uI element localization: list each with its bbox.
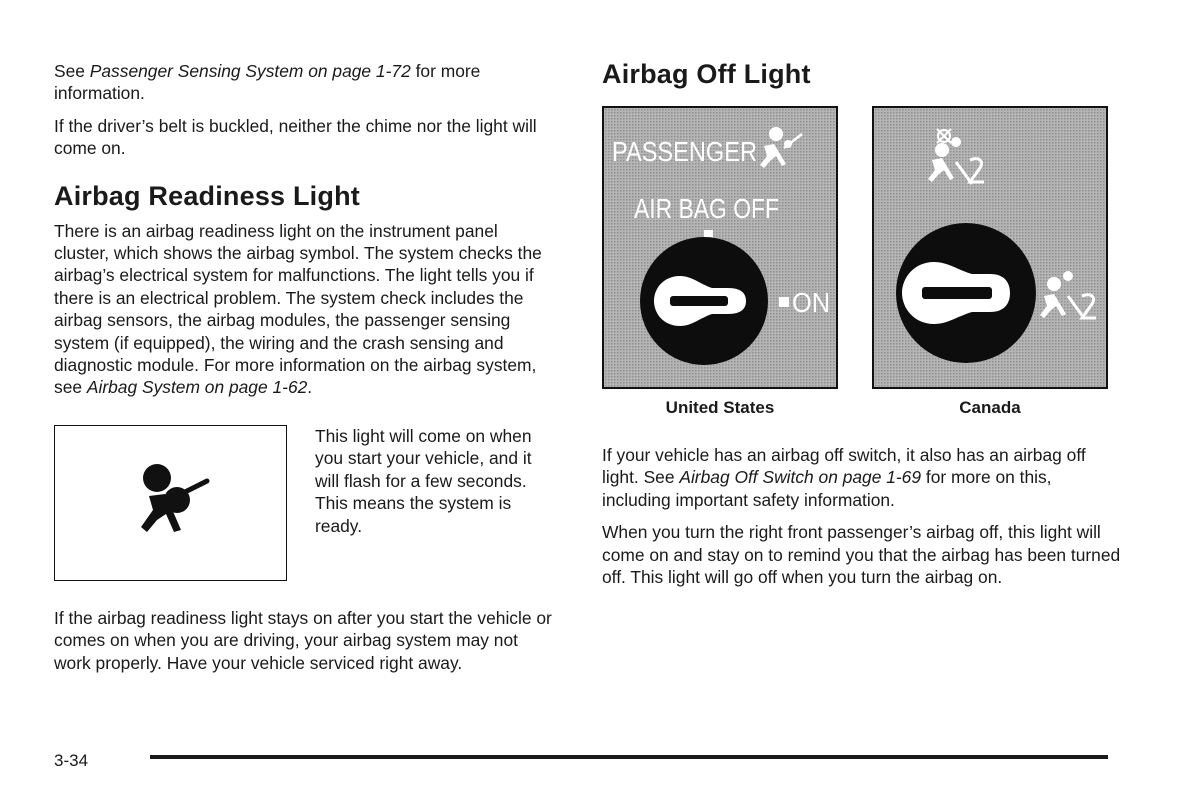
readiness-heading: Airbag Readiness Light	[54, 180, 360, 211]
readiness-warning-paragraph: If the airbag readiness light stays on after you start the vehicle or comes on when you are driving, your airbag system may not work properly. Have your vehicle serviced right away.	[54, 607, 552, 673]
airbag-off-heading: Airbag Off Light	[602, 59, 811, 89]
airbag-off-panels	[602, 58, 1122, 390]
readiness-paragraph: There is an airbag readiness light on the instrument panel cluster, which shows the airbag symbol. The system checks the airbag’s electrical system for malfunctions. The light tells you if there is an electrical problem. The system check includes the airbag sensors, the airbag modules, the passenger sensing system (if equipped), the wiring and the crash sensing and diagnostic module. For more information on the airbag system, see Airbag System on page 1-62.	[54, 220, 542, 398]
left-column	[54, 60, 554, 674]
airbag-off-paragraph-1: If your vehicle has an airbag off switch, it also has an airbag off light. See Airbag Off Switch on page 1-69 for more on this, including important safety information.	[602, 445, 1086, 510]
caption-united-states: United States	[665, 398, 775, 417]
panel-captions	[602, 390, 1122, 418]
intro-paragraph-1: See Passenger Sensing System on page 1-72 for more information.	[54, 61, 481, 104]
caption-canada: Canada	[959, 398, 1021, 417]
passenger-label: PASSENGER	[612, 136, 757, 167]
airbag-readiness-icon	[135, 464, 215, 544]
footer-rule	[150, 755, 1108, 759]
readiness-light-box	[54, 425, 554, 589]
airbag-off-paragraph-2: When you turn the right front passenger’s airbag off, this light will come on and stay on to remind you that the airbag has been turned off. This light will go off when you turn the airbag on.	[602, 522, 1121, 588]
intro-paragraph-2: If the driver’s belt is buckled, neither the chime nor the light will come on.	[54, 115, 537, 159]
canada-airbag-off-switch	[872, 106, 1108, 389]
on-indicator	[779, 297, 789, 307]
airbag-off-switch-link[interactable]: Airbag Off Switch on page 1-69	[679, 467, 922, 488]
canada-panel	[872, 106, 1108, 389]
airbag-system-link[interactable]: Airbag System on page 1-62	[86, 377, 308, 398]
united-states-panel	[602, 106, 838, 389]
right-column	[602, 58, 1122, 588]
page-number: 3-34	[54, 751, 89, 770]
readiness-box-text: This light will come on when you start your vehicle, and it will flash for a few seconds. This means the system is ready.	[315, 425, 532, 536]
readiness-icon-frame	[54, 425, 287, 581]
passenger-sensing-link[interactable]: Passenger Sensing System on page 1-72	[89, 61, 411, 81]
air-bag-off-label: AIR BAG OFF	[634, 193, 779, 224]
us-airbag-off-switch	[602, 106, 838, 389]
on-label: ON	[792, 287, 830, 318]
